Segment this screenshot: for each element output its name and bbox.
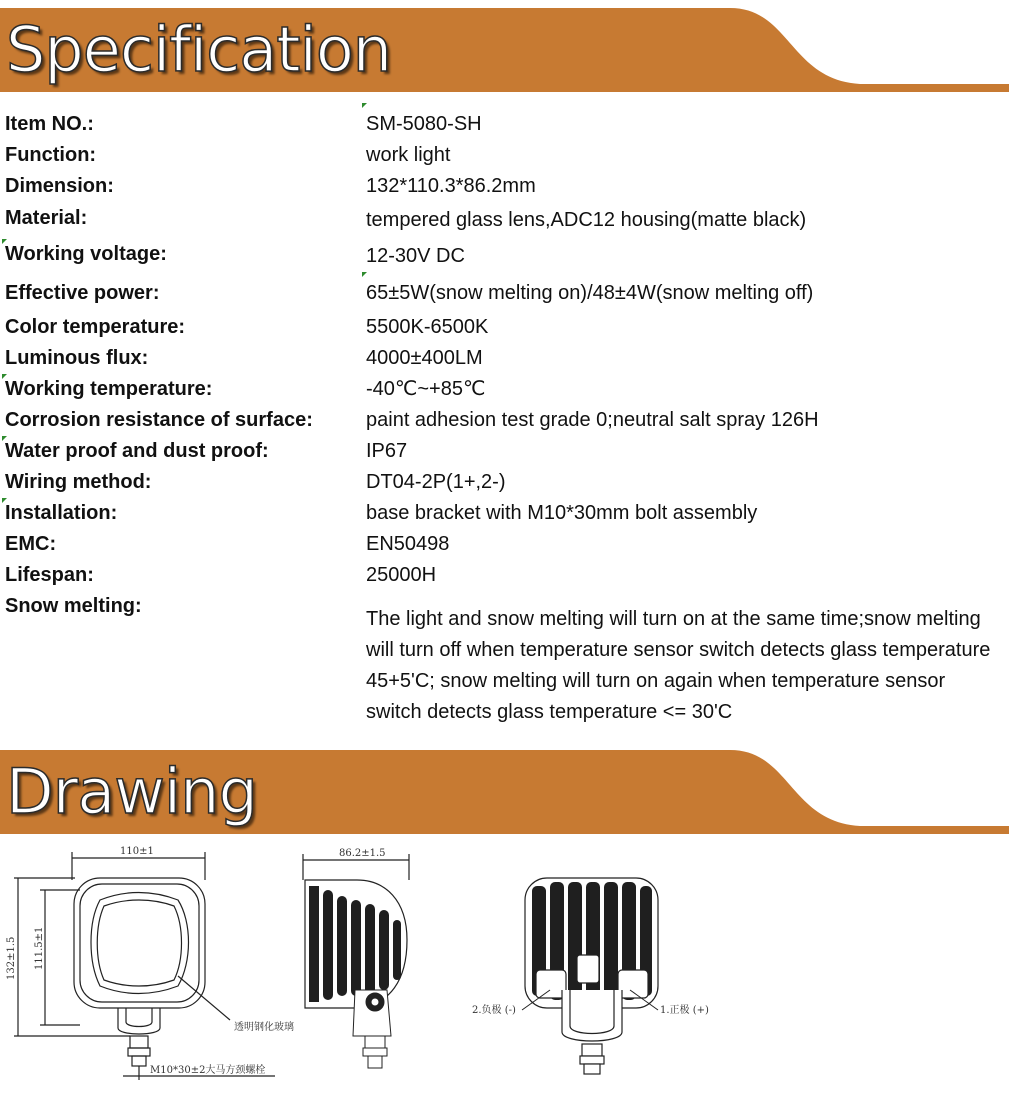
spec-label: Effective power:	[5, 282, 160, 304]
specification-banner	[0, 8, 1009, 94]
front-view-drawing	[0, 840, 320, 1103]
spec-value: 132*110.3*86.2mm	[366, 175, 536, 197]
spec-value: work light	[366, 144, 451, 166]
spec-value: 65±5W(snow melting on)/48±4W(snow melting off)	[366, 282, 814, 304]
cell-comment-marker	[2, 374, 7, 379]
drawing-banner	[0, 750, 1009, 836]
positive-callout: 1.正极 (+)	[660, 1005, 709, 1016]
cell-comment-marker	[2, 239, 7, 244]
side-view-drawing	[295, 840, 425, 1103]
lens-callout: 透明钢化玻璃	[234, 1022, 294, 1033]
inner-height-dimension: 111.5±1	[34, 926, 45, 970]
spec-label: Water proof and dust proof:	[5, 440, 269, 462]
spec-label: Wiring method:	[5, 471, 152, 493]
spec-value: 25000H	[366, 564, 437, 586]
cell-comment-marker	[362, 103, 367, 108]
cell-comment-marker	[2, 498, 7, 503]
spec-value: 12-30V DC	[366, 245, 465, 267]
bolt-callout: M10*30±2大马方颈螺栓	[150, 1065, 266, 1076]
spec-label: Material:	[5, 207, 88, 229]
depth-dimension: 86.2±1.5	[339, 848, 386, 859]
specification-title: Specification	[6, 13, 392, 86]
spec-value: tempered glass lens,ADC12 housing(matte black)	[366, 209, 807, 231]
spec-label: Lifespan:	[5, 564, 94, 586]
spec-label: EMC:	[5, 533, 57, 555]
spec-label: Installation:	[5, 502, 118, 524]
negative-callout: 2.负极 (-)	[472, 1005, 516, 1016]
spec-label: Item NO.:	[5, 113, 94, 135]
snow-melting-value: The light and snow melting will turn on at the same time;snow melting will turn off when temperature sensor switch detects glass temperature 45+5'C; snow melting will turn on again when temperature sensor switch detects glass temperature <= 30'C	[366, 608, 991, 723]
outer-height-dimension: 132±1.5	[6, 936, 17, 980]
spec-value: IP67	[366, 440, 408, 462]
spec-label: Color temperature:	[5, 316, 186, 338]
spec-value: 4000±400LM	[366, 347, 483, 369]
spec-label: Corrosion resistance of surface:	[5, 409, 313, 431]
spec-value: SM-5080-SH	[366, 113, 482, 135]
cell-comment-marker	[2, 436, 7, 441]
spec-label: Snow melting:	[5, 595, 142, 617]
width-dimension: 110±1	[120, 846, 154, 857]
technical-drawings	[0, 840, 1009, 1103]
spec-label: Function:	[5, 144, 97, 166]
cell-comment-marker	[362, 272, 367, 277]
spec-value: -40℃~+85℃	[366, 378, 486, 400]
spec-label: Working temperature:	[5, 378, 213, 400]
spec-label: Dimension:	[5, 175, 114, 197]
drawing-title: Drawing	[6, 755, 257, 828]
spec-value: DT04-2P(1+,2-)	[366, 471, 506, 493]
spec-label: Luminous flux:	[5, 347, 149, 369]
spec-label: Working voltage:	[5, 243, 167, 265]
back-view-drawing	[470, 840, 720, 1103]
spec-value: paint adhesion test grade 0;neutral salt spray 126H	[366, 409, 819, 431]
spec-value: base bracket with M10*30mm bolt assembly	[366, 502, 758, 524]
spec-value: 5500K-6500K	[366, 316, 489, 338]
spec-value: EN50498	[366, 533, 450, 555]
